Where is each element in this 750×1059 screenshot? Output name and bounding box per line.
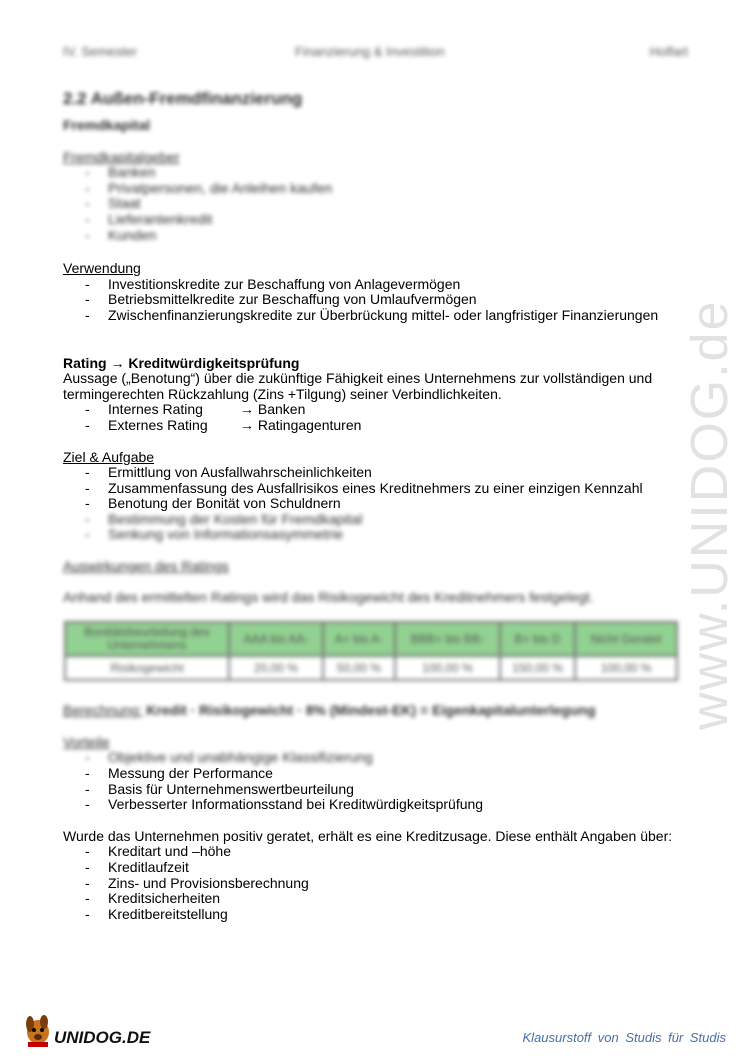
auswirkungen-text: Anhand des ermittelten Ratings wird das Risikogewicht des Kreditnehmers festgelegt.	[63, 588, 594, 605]
list-item: - Kunden	[63, 228, 688, 244]
table-row	[65, 622, 677, 656]
list-item: - Objektive und unabhängige Klassifizierung	[63, 750, 688, 766]
table-header-cell: A+ bis A-	[323, 622, 395, 656]
ziel-heading: Ziel & Aufgabe	[63, 448, 155, 465]
unidog-logo[interactable]	[24, 1014, 154, 1050]
list-item: - Verbesserter Informationsstand bei Kreditwürdigkeitsprüfung	[63, 797, 688, 813]
kreditzusage-text: Wurde das Unternehmen positiv geratet, erhält es eine Kreditzusage. Diese enthält Angaben über:	[63, 827, 673, 844]
page-header	[63, 44, 688, 62]
rating-text-line-2: termingerechten Rückzahlung (Zins +Tilgung) seiner Verbindlichkeiten.	[63, 385, 502, 402]
vorteile-list-blurred	[63, 750, 688, 766]
list-item: - Kreditlaufzeit	[63, 860, 688, 876]
list-item: - Lieferantenkredit	[63, 212, 688, 228]
verwendung-heading: Verwendung	[63, 260, 141, 277]
table-cell: 100,00 %	[575, 656, 677, 680]
table-cell: Risikogewicht	[65, 656, 229, 680]
header-course: Finanzierung & Investition	[295, 44, 445, 59]
table-cell: 100,00 %	[395, 656, 500, 680]
rating-type-target: → Banken	[240, 401, 306, 418]
list-item: - Kreditsicherheiten	[63, 891, 688, 907]
rating-type-target: → Ratingagenturen	[240, 416, 362, 433]
kreditzusage-list	[63, 844, 688, 922]
table-header-cell: Nicht Geratet	[575, 622, 677, 656]
list-item: - Banken	[63, 165, 688, 181]
list-item: - Bestimmung der Kosten für Fremdkapital	[63, 512, 688, 528]
berechnung-line	[63, 703, 688, 719]
list-item	[63, 418, 688, 434]
vorteile-heading: Vorteile	[63, 733, 110, 750]
rating-heading: Rating → Kreditwürdigkeitsprüfung	[63, 354, 300, 371]
list-item: - Betriebsmittelkredite zur Beschaffung von Umlaufvermögen	[63, 292, 688, 308]
table-cell: 20,00 %	[229, 656, 323, 680]
ziel-list-blurred	[63, 512, 688, 543]
fremdkapital-heading: Fremdkapital	[63, 117, 151, 133]
blurred-middle-section	[63, 512, 688, 766]
table-header-cell: Bonitätsbeurteilung des Unternehmens	[65, 622, 229, 656]
table-header-cell: BBB+ bis BB-	[395, 622, 500, 656]
list-item: - Zins- und Provisionsberechnung	[63, 876, 688, 892]
table-cell: 150,00 %	[500, 656, 575, 680]
berechnung-formula: Kredit · Risikogewicht · 8% (Mindest-EK) = Eigenkapitalunterlegung	[146, 702, 596, 719]
list-item: - Ermittlung von Ausfallwahrscheinlichkeiten	[63, 465, 688, 481]
list-item: - Zusammenfassung des Ausfallrisikos eines Kreditnehmers zu einer einzigen Kennzahl	[63, 481, 688, 497]
rating-text-line-1: Aussage („Benotung“) über die zukünftige Fähigkeit eines Unternehmens zur vollständigen und	[63, 370, 653, 387]
header-semester: IV. Semester	[63, 44, 137, 59]
auswirkungen-heading: Auswirkungen des Ratings	[63, 558, 229, 575]
list-item: - Senkung von Informationsasymmetrie	[63, 527, 688, 543]
footer-tagline: Klausurstoff von Studis für Studis	[522, 1030, 726, 1045]
watermark-text: www.UNIDOG.de	[681, 299, 739, 730]
list-item: - Investitionskredite zur Beschaffung von Anlagevermögen	[63, 277, 688, 293]
rating-type: - Externes Rating	[108, 416, 208, 433]
dog-mascot-icon	[26, 1015, 49, 1047]
list-item: - Staat	[63, 196, 688, 212]
list-item: - Kreditbereitstellung	[63, 907, 688, 923]
blurred-top-section	[63, 88, 688, 243]
list-item: - Basis für Unternehmenswertbeurteilung	[63, 782, 688, 798]
document-body	[63, 88, 688, 922]
berechnung-label: Berechnung:	[63, 702, 143, 719]
ziel-list	[63, 465, 688, 512]
fremdkapitalgeber-heading: Fremdkapitalgeber	[63, 148, 180, 165]
list-item	[63, 402, 688, 418]
vorteile-list	[63, 766, 688, 813]
table-row	[65, 656, 677, 680]
list-item: - Kreditart und –höhe	[63, 844, 688, 860]
rating-types-list	[63, 402, 688, 433]
list-item: - Messung der Performance	[63, 766, 688, 782]
list-item: - Benotung der Bonität von Schuldnern	[63, 496, 688, 512]
rating-type: - Internes Rating	[108, 401, 203, 418]
list-item: - Zwischenfinanzierungskredite zur Überbrückung mittel- oder langfristiger Finanzierungen	[63, 308, 688, 324]
risk-weight-table	[64, 621, 678, 681]
table-header-cell: B+ bis D	[500, 622, 575, 656]
logo-text: UNIDOG.DE	[54, 1028, 151, 1047]
list-item: - Privatpersonen, die Anleihen kaufen	[63, 181, 688, 197]
header-author: Holfart	[649, 44, 688, 59]
page-title: 2.2 Außen-Fremdfinanzierung	[63, 89, 303, 108]
verwendung-list	[63, 277, 688, 324]
table-cell: 50,00 %	[323, 656, 395, 680]
table-header-cell: AAA bis AA-	[229, 622, 323, 656]
fremdkapitalgeber-list	[63, 165, 688, 243]
